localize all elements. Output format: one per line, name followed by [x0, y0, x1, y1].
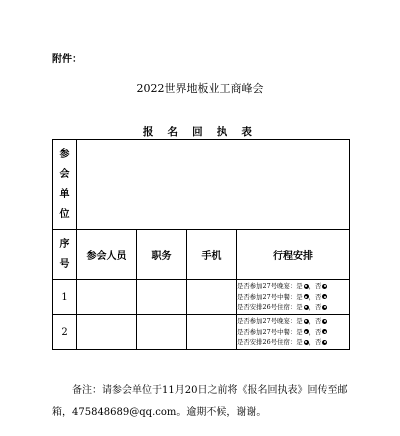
attendee-header: 参会人员	[77, 230, 137, 280]
option-text: 是否参加27号晚宴：是	[237, 282, 303, 291]
phone-cell[interactable]	[187, 315, 237, 350]
itinerary-header: 行程安排	[237, 230, 350, 280]
option-text: 是否参加27号中餐：是	[237, 327, 303, 336]
attachment-label: 附件：	[52, 54, 82, 65]
option-dinner	[237, 316, 349, 327]
table-row	[53, 280, 350, 315]
radio-no-icon[interactable]	[322, 305, 327, 310]
option-no-text: ，否	[308, 338, 322, 347]
seq-label	[53, 230, 77, 280]
unit-label-char: 位	[59, 208, 70, 220]
attendee-cell[interactable]	[77, 280, 137, 315]
option-text: 是否参加27号晚宴：是	[237, 317, 303, 326]
option-no-text: ，否	[308, 292, 322, 301]
radio-yes-icon[interactable]	[304, 329, 309, 334]
itinerary-cell	[237, 280, 350, 315]
unit-label-char: 参	[59, 148, 70, 160]
itinerary-cell	[237, 315, 350, 350]
attendee-cell[interactable]	[77, 315, 137, 350]
registration-form-table	[52, 139, 350, 350]
document-title: 2022世界地板业工商峰会	[136, 82, 264, 95]
phone-header: 手机	[187, 230, 237, 280]
radio-no-icon[interactable]	[322, 329, 327, 334]
option-dinner	[237, 281, 349, 292]
position-cell[interactable]	[137, 280, 187, 315]
position-header: 职务	[137, 230, 187, 280]
position-cell[interactable]	[137, 315, 187, 350]
unit-label	[53, 140, 77, 230]
phone-cell[interactable]	[187, 280, 237, 315]
radio-yes-icon[interactable]	[304, 340, 309, 345]
unit-label-char: 会	[59, 168, 70, 180]
radio-yes-icon[interactable]	[304, 294, 309, 299]
option-text: 是否安排26号住宿：是	[237, 303, 303, 312]
option-text: 是否安排26号住宿：是	[237, 338, 303, 347]
unit-input-cell[interactable]	[77, 140, 350, 230]
seq-label-char: 序	[59, 238, 70, 250]
row-number: 1	[53, 280, 77, 315]
option-no-text: ，否	[308, 327, 322, 336]
option-lodging	[237, 337, 349, 348]
option-lunch	[237, 292, 349, 303]
radio-no-icon[interactable]	[322, 340, 327, 345]
note-paragraph: 备注：请参会单位于11月20日之前将《报名回执表》回传至邮箱，475848689@qq.com。逾期不候，谢谢。	[52, 385, 348, 418]
option-no-text: ，否	[308, 282, 322, 291]
table-row	[53, 315, 350, 350]
option-text: 是否参加27号中餐：是	[237, 292, 303, 301]
option-lunch	[237, 327, 349, 338]
radio-yes-icon[interactable]	[304, 284, 309, 289]
row-number: 2	[53, 315, 77, 350]
option-lodging	[237, 302, 349, 313]
radio-yes-icon[interactable]	[304, 319, 309, 324]
radio-no-icon[interactable]	[322, 319, 327, 324]
unit-label-char: 单	[59, 188, 70, 200]
radio-no-icon[interactable]	[322, 284, 327, 289]
option-no-text: ，否	[308, 303, 322, 312]
option-no-text: ，否	[308, 317, 322, 326]
unit-row	[53, 140, 350, 230]
radio-no-icon[interactable]	[322, 294, 327, 299]
seq-label-char: 号	[59, 258, 70, 270]
radio-yes-icon[interactable]	[304, 305, 309, 310]
form-title: 报 名 回 执 表	[142, 126, 258, 138]
header-row	[53, 230, 350, 280]
